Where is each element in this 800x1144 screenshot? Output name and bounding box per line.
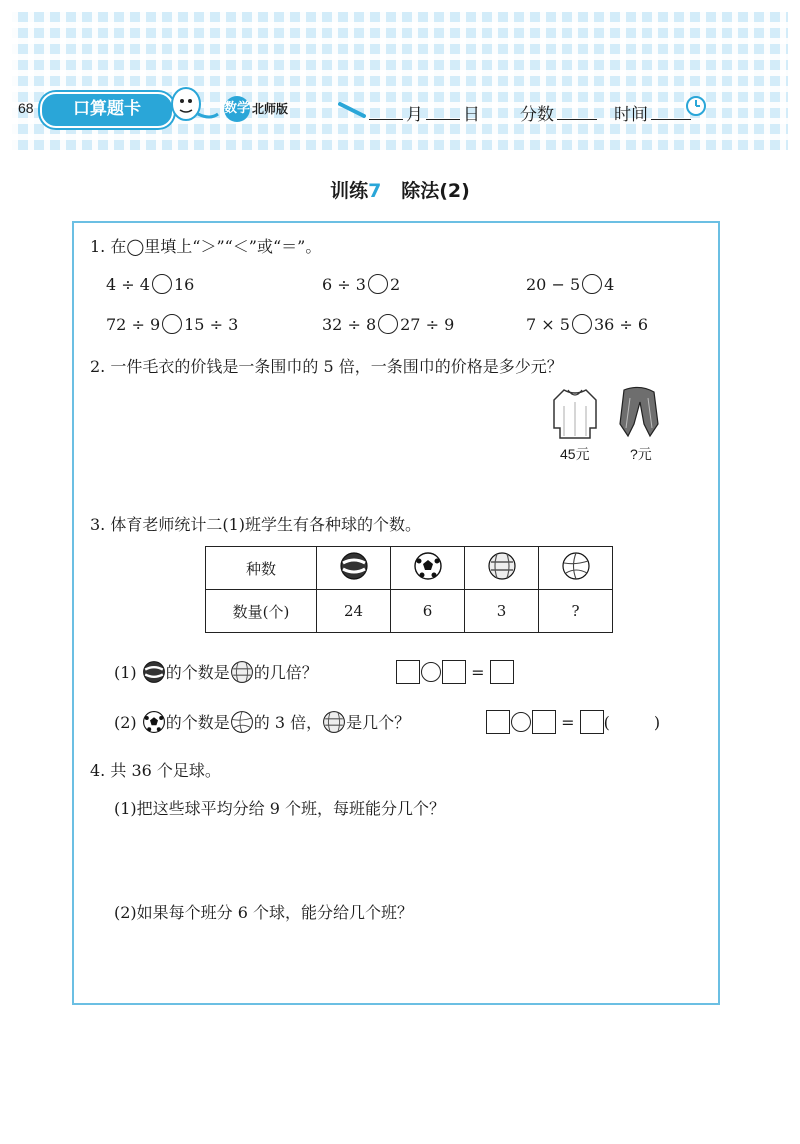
basketball-icon [322, 710, 346, 734]
compare-circle[interactable] [368, 274, 388, 294]
answer-box[interactable] [490, 660, 514, 684]
ball-count-table [205, 546, 613, 633]
day-label: 日 [463, 105, 480, 125]
soccer-ball-icon [142, 710, 166, 734]
q4-sub1: (1)把这些球平均分给 9 个班，每班能分几个？ [114, 799, 446, 818]
volleyball-icon [230, 710, 254, 734]
compare-circle[interactable] [162, 314, 182, 334]
q4-prompt: 4. 共 36 个足球。 [90, 761, 221, 780]
date-score-time-fields [366, 100, 694, 125]
compare-circle[interactable] [378, 314, 398, 334]
striped-ball-icon [339, 551, 369, 581]
score-label: 分数 [520, 105, 554, 125]
q3-sub2: (2) 的个数是 的 3 倍， 是几个？ [114, 710, 410, 734]
title-prefix: 训练 [330, 180, 369, 202]
title-number: 7 [368, 180, 382, 202]
clock-icon [684, 94, 708, 118]
q2-prompt: 2. 一件毛衣的价钱是一条围巾的 5 倍，一条围巾的价格是多少元？ [90, 357, 563, 376]
compare-circle[interactable] [582, 274, 602, 294]
count-cell: 6 [391, 590, 465, 633]
q1-item: 72 ÷ 9 15 ÷ 3 [106, 315, 239, 334]
basketball-icon [487, 551, 517, 581]
count-cell: 3 [465, 590, 539, 633]
basketball-icon [230, 660, 254, 684]
ball-cell [539, 547, 613, 590]
day-blank[interactable] [426, 103, 460, 120]
sweater-icon [550, 386, 600, 442]
sweater-price: 45元 [560, 446, 590, 462]
table-row [206, 547, 613, 590]
page-number: 68 [18, 100, 34, 116]
month-blank[interactable] [369, 103, 403, 120]
soccer-ball-icon [413, 551, 443, 581]
compare-circle[interactable] [152, 274, 172, 294]
count-cell: ? [539, 590, 613, 633]
volleyball-icon [561, 551, 591, 581]
operator-circle[interactable] [511, 712, 531, 732]
q1-item: 4 ÷ 4 16 [106, 275, 195, 294]
pen-icon [338, 100, 366, 120]
ball-cell [391, 547, 465, 590]
q3-sub2-equation: = ( ) [486, 710, 660, 734]
q3-prompt: 3. 体育老师统计二(1)班学生有各种球的个数。 [90, 515, 422, 534]
compare-circle[interactable] [572, 314, 592, 334]
ball-cell [317, 547, 391, 590]
scarf-price: ?元 [630, 446, 652, 462]
row-header-count: 数量(个) [206, 590, 317, 633]
table-row [206, 590, 613, 633]
q1-item: 20 − 5 4 [526, 275, 615, 294]
q1-item: 32 ÷ 8 27 ÷ 9 [322, 315, 455, 334]
answer-box[interactable] [396, 660, 420, 684]
page-title [0, 176, 800, 203]
q3-sub1: (1) 的个数是 的几倍？ [114, 660, 318, 684]
count-cell: 24 [317, 590, 391, 633]
q1-item: 6 ÷ 3 2 [322, 275, 401, 294]
q3-sub1-equation: = [396, 660, 514, 684]
answer-box[interactable] [580, 710, 604, 734]
q4-sub2: (2)如果每个班分 6 个球，能分给几个班？ [114, 903, 414, 922]
mascot-icon [162, 84, 222, 128]
striped-ball-icon [142, 660, 166, 684]
header-banner [12, 12, 788, 150]
answer-box[interactable] [442, 660, 466, 684]
answer-box[interactable] [532, 710, 556, 734]
operator-circle[interactable] [421, 662, 441, 682]
brand-logo: 口算题卡 [40, 92, 174, 128]
answer-box[interactable] [486, 710, 510, 734]
edition-label: 北师版 [252, 102, 289, 116]
row-header-kind: 种数 [206, 547, 317, 590]
time-label: 时间 [614, 105, 648, 125]
q1-item: 7 × 5 36 ÷ 6 [526, 315, 649, 334]
q1-prompt: 1. 在◯里填上“＞”“＜”或“＝”。 [90, 237, 322, 256]
title-topic: 除法(2) [401, 180, 470, 202]
month-label: 月 [406, 105, 423, 125]
score-blank[interactable] [557, 103, 597, 120]
subject-badge: 数学 [224, 96, 250, 122]
ball-cell [465, 547, 539, 590]
scarf-icon [614, 384, 664, 442]
